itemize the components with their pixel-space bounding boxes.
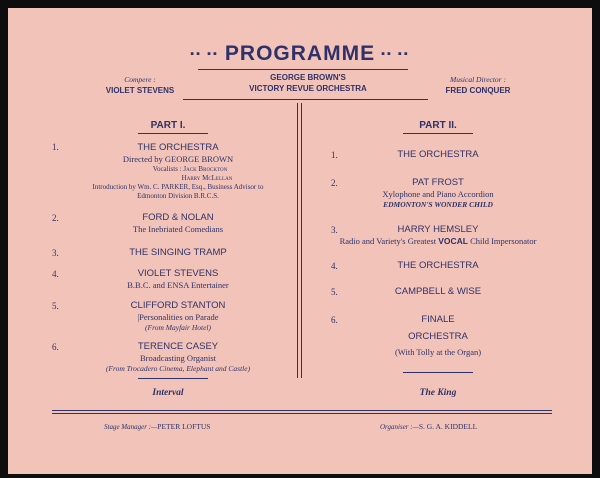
footer-rule-bottom	[52, 413, 552, 414]
part1-item1-vocalists	[78, 165, 278, 174]
part2-item6-note: (With Tolly at the Organ)	[394, 347, 482, 357]
part2-item-1	[338, 148, 538, 161]
part2-item5-title: CAMPBELL & WISE	[394, 286, 482, 297]
part1-item6-title: TERENCE CASEY	[137, 341, 219, 352]
stage-manager-credit	[104, 422, 210, 431]
part1-underline	[138, 133, 208, 134]
part1-item2-number: 2.	[52, 213, 59, 223]
orchestra-line2: VICTORY REVUE ORCHESTRA	[249, 84, 367, 93]
part1-item5-title: CLIFFORD STANTON	[130, 300, 226, 311]
part2-item1-title: THE ORCHESTRA	[397, 149, 479, 160]
part1-item3-title: THE SINGING TRAMP	[129, 247, 227, 258]
part1-item-2	[78, 211, 278, 235]
part1-item6-venue: (From Trocadero Cinema, Elephant and Castle)	[105, 364, 251, 373]
part2-item2-number: 2.	[331, 178, 338, 188]
part2-heading: PART II.	[419, 120, 457, 131]
organiser-label: Organiser :—	[380, 423, 419, 431]
part2-item1-number: 1.	[331, 150, 338, 160]
part2-item-5	[338, 285, 538, 298]
part2-item3-desc-pre: Radio and Variety's Greatest	[339, 236, 439, 246]
part2-closing-rule	[403, 372, 473, 373]
musical-director-label: Musical Director :	[450, 75, 506, 84]
compere-credit	[80, 74, 200, 96]
part1-item-3	[78, 246, 278, 259]
part1-item3-number: 3.	[52, 248, 59, 258]
part1-item1-number: 1.	[52, 142, 59, 152]
part2-item3-desc-post: Child Impersonator	[467, 236, 537, 246]
part2-item6-title: FINALE	[421, 314, 455, 325]
center-divider-right	[301, 103, 302, 378]
musical-director-name: FRED CONQUER	[445, 86, 511, 95]
part1-item6-number: 6.	[52, 342, 59, 352]
part2-item2-desc: Xylophone and Piano Accordion	[382, 189, 494, 199]
part1-closing-rule	[138, 378, 208, 379]
orchestra-credit	[228, 72, 388, 94]
part1-item1-intro2: Edmonton Division B.R.C.S.	[137, 192, 219, 200]
part2-item5-number: 5.	[331, 287, 338, 297]
part2-item4-number: 4.	[331, 261, 338, 271]
part2-item-2	[338, 176, 538, 210]
part1-item-6	[68, 340, 288, 374]
part1-item5-number: 5.	[52, 301, 59, 311]
part1-item1-title: THE ORCHESTRA	[137, 142, 219, 153]
part1-item1-intro1: Introduction by Wm. C. PARKER, Esq., Business Advisor to	[92, 183, 264, 191]
part1-item6-desc: Broadcasting Organist	[139, 353, 217, 363]
part1-item-5	[78, 299, 278, 333]
part1-item-1	[78, 141, 278, 201]
part2-item2-tagline: EDMONTON'S WONDER CHILD	[383, 200, 493, 209]
part1-item1-vocalists-label: Vocalists :	[152, 165, 182, 173]
part1-item-4	[78, 267, 278, 291]
part2-item3-number: 3.	[331, 225, 338, 235]
part2-item2-title: PAT FROST	[412, 177, 464, 188]
orchestra-line1: GEORGE BROWN'S	[270, 73, 346, 82]
interval-label: Interval	[152, 388, 184, 398]
part1-item2-desc: The Inebriated Comedians	[132, 224, 224, 234]
part2-item3-title: HARRY HEMSLEY	[397, 224, 479, 235]
footer-rule-top	[52, 410, 552, 411]
part2-item-6	[338, 313, 538, 358]
part1-item1-vocalist2: Harry McLellan	[181, 174, 233, 182]
title-text: PROGRAMME	[224, 42, 376, 65]
part1-item4-number: 4.	[52, 269, 59, 279]
organiser-credit	[380, 422, 477, 431]
title-ornament-left: ▪▪ ▪▪	[190, 48, 219, 61]
part1-item2-title: FORD & NOLAN	[142, 212, 214, 223]
part1-item4-desc: B.B.C. and ENSA Entertainer	[127, 280, 229, 290]
center-divider-left	[297, 103, 298, 378]
compere-label: Compere :	[124, 75, 156, 84]
part2-item4-title: THE ORCHESTRA	[397, 260, 479, 271]
part1-item5-venue: (From Mayfair Hotel)	[145, 323, 211, 332]
part1-item1-vocalist1: Jack Brockton	[183, 165, 228, 173]
title-underline	[198, 69, 408, 70]
the-king-label: The King	[419, 388, 457, 398]
part2-item6-number: 6.	[331, 315, 338, 325]
stage-manager-name: PETER LOFTUS	[157, 422, 211, 431]
part1-heading: PART I.	[150, 120, 186, 131]
stage-manager-label: Stage Manager :—	[104, 423, 158, 431]
part1-item5-desc: |Personalities on Parade	[137, 312, 219, 322]
title-ornament-right: ▪▪ ▪▪	[381, 48, 410, 61]
part1-item1-director: Directed by GEORGE BROWN	[122, 154, 234, 164]
organiser-name: S. G. A. KIDDELL	[418, 422, 478, 431]
part2-item6-orchestra: ORCHESTRA	[408, 331, 468, 342]
part2-underline	[403, 133, 473, 134]
musical-director-credit	[418, 74, 538, 96]
part2-item-4	[338, 259, 538, 272]
part2-item-3	[328, 223, 548, 247]
page-title	[8, 42, 592, 66]
header-rule	[183, 99, 428, 100]
part2-item3-desc-bold: VOCAL	[438, 236, 468, 246]
part2-item3-desc	[328, 236, 548, 247]
part1-item4-title: VIOLET STEVENS	[137, 268, 219, 279]
compere-name: VIOLET STEVENS	[105, 86, 175, 95]
programme-sheet	[8, 8, 592, 474]
